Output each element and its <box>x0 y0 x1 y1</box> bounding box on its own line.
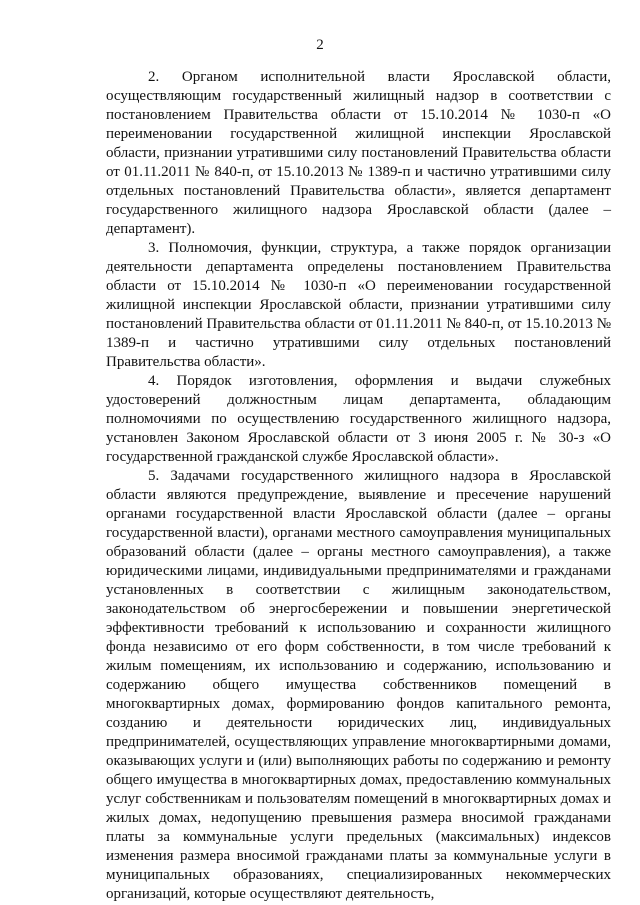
paragraph-4: 4. Порядок изготовления, оформления и выдачи служебных удостоверений должностным лицам департамента, обладающим полномочиями по осуществлению государственного жилищного надзора, установлен Законом Ярославской области от 3 июня 2005 г. № 30-з «О государственной гражданской службе Ярославской области». <box>106 373 611 465</box>
document-body <box>106 68 611 904</box>
paragraph-5: 5. Задачами государственного жилищного надзора в Ярославской области являются предупреждение, выявление и пресечение нарушений органами государственной власти Ярославской области (далее – органы государственной власти), органами местного самоуправления муниципальных образований области (далее – органы местного самоуправления), а также юридическими лицами, индивидуальными предпринимателями и гражданами установленных в соответствии с жилищным законодательством, законодательством об энергосбережении и повышении энергетической эффективности требований к использованию и сохранности жилищного фонда независимо от его форм собственности, в том числе требований к жилым помещениям, их использованию и содержанию, использованию и содержанию общего имущества собственников помещений в многоквартирных домах, формированию фондов капитального ремонта, созданию и деятельности юридических лиц, индивидуальных предпринимателей, осуществляющих управление многоквартирными домами, оказывающих услуги и (или) выполняющих работы по содержанию и ремонту общего имущества в многоквартирных домах, предоставлению коммунальных услуг собственникам и пользователям помещений в многоквартирных домах и жилых домах, недопущению превышения размера вносимой гражданами платы за коммунальные услуги предельных (максимальных) индексов изменения размера вносимой гражданами платы за коммунальные услуги в муниципальных образованиях, специализированных некоммерческих организаций, которые осуществляют деятельность, <box>106 468 611 902</box>
paragraph-2: 2. Органом исполнительной власти Ярославской области, осуществляющим государственный жилищный надзор в соответствии с постановлением Правительства области от 15.10.2014 № 1030-п «О переименовании государственной жилищной инспекции Ярославской области, признании утратившими силу постановлений Правительства области от 01.11.2011 № 840-п, от 15.10.2013 № 1389-п и частично утратившими силу отдельных постановлений Правительства области», является департамент государственного жилищного надзора Ярославской области (далее – департамент). <box>106 69 611 237</box>
page-number: 2 <box>316 37 324 53</box>
paragraph-3: 3. Полномочия, функции, структура, а также порядок организации деятельности департамента определены постановлением Правительства области от 15.10.2014 № 1030-п «О переименовании государственной жилищной инспекции Ярославской области, признании утратившими силу постановлений Правительства области от 01.11.2011 № 840-п, от 15.10.2013 № 1389-п и частично утратившими силу отдельных постановлений Правительства области». <box>106 240 611 370</box>
